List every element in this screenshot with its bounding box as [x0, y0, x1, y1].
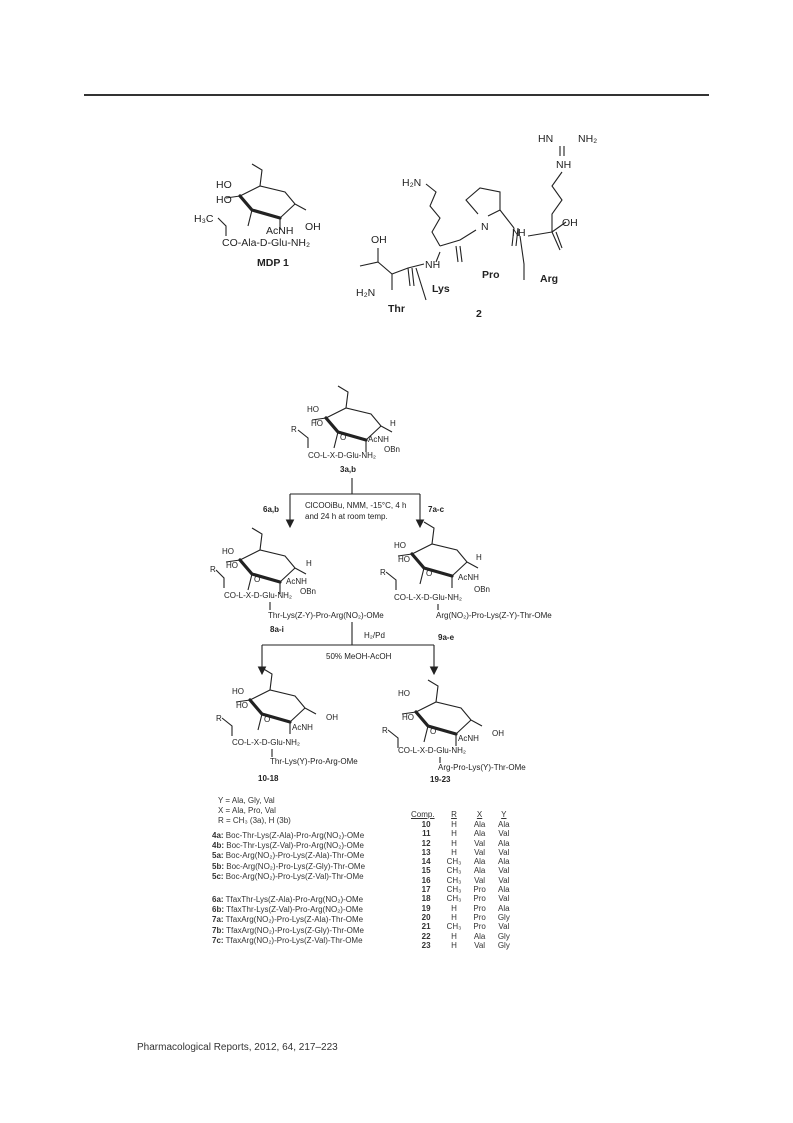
reagent-6ab: 6a,b — [263, 505, 280, 514]
cell-comp: 20 — [421, 912, 431, 922]
svg-text:OH: OH — [326, 713, 338, 722]
cell-x: Ala — [473, 820, 486, 829]
list-item: 4a: Boc-Thr-Lys(Z-Ala)-Pro-Arg(NO₂)-OMe — [212, 831, 365, 840]
label-19-23: 19-23 — [430, 775, 451, 784]
cell-r: H — [451, 847, 457, 857]
cell-x: Val — [474, 838, 486, 848]
table-row — [405, 829, 516, 838]
table-row — [405, 885, 516, 894]
cell-x: Pro — [473, 885, 486, 895]
cell-y: Ala — [498, 857, 510, 867]
cell-r: H — [451, 829, 457, 839]
svg-text:O: O — [426, 569, 433, 578]
svg-text:HO: HO — [402, 713, 414, 722]
table-row — [405, 857, 516, 866]
cell-x: Ala — [473, 931, 486, 941]
cell-y: Ala — [498, 820, 510, 829]
svg-text:OBn: OBn — [474, 585, 491, 594]
svg-text:H: H — [306, 559, 312, 568]
compound-list-deprotected — [212, 895, 364, 946]
compound-19-23 — [382, 680, 526, 784]
list-item: 6b: TfaxThr-Lys(Z-Val)-Pro-Arg(NO₂)-OMe — [212, 905, 363, 915]
reagent-7ac: 7a-c — [428, 505, 445, 514]
cell-y: Ala — [498, 838, 510, 848]
cell-x: Ala — [473, 866, 486, 876]
label-3ab: 3a,b — [340, 465, 357, 474]
cell-y: Val — [498, 866, 510, 876]
cell-comp: 16 — [421, 875, 431, 885]
table-row — [405, 848, 516, 857]
lys-h2n: H₂N — [402, 177, 422, 189]
list-item: 5b: Boc-Arg(NO₂)-Pro-Lys(Z-Gly)-Thr-OMe — [212, 861, 366, 871]
cell-comp: 11 — [422, 829, 431, 839]
svg-text:AcNH: AcNH — [286, 577, 307, 586]
compound-table — [405, 810, 516, 950]
tuftsin-structure — [356, 133, 597, 320]
svg-text:O: O — [264, 715, 271, 724]
svg-text:O: O — [430, 727, 437, 736]
table-row — [405, 913, 516, 922]
svg-text:R: R — [382, 726, 388, 735]
cell-r: H — [451, 912, 457, 922]
svg-text:H: H — [476, 553, 482, 562]
arg-nh2: NH₂ — [578, 133, 598, 145]
cell-r: H — [451, 940, 457, 950]
acid-oh: OH — [562, 217, 578, 229]
svg-text:HO: HO — [398, 555, 410, 564]
svg-text:O: O — [254, 575, 261, 584]
list-item: 6a: TfaxThr-Lys(Z-Ala)-Pro-Arg(NO₂)-OMe — [212, 895, 364, 904]
svg-text:HO: HO — [222, 547, 234, 556]
svg-text:Thr-Lys(Y)-Pro-Arg-OMe: Thr-Lys(Y)-Pro-Arg-OMe — [270, 757, 358, 766]
cell-comp: 14 — [421, 857, 431, 867]
reaction-split-1 — [263, 478, 445, 527]
svg-text:Arg-Pro-Lys(Y)-Thr-OMe: Arg-Pro-Lys(Y)-Thr-OMe — [438, 763, 526, 772]
label-pro: Pro — [482, 269, 500, 281]
svg-text:AcNH: AcNH — [368, 435, 389, 444]
svg-text:AcNH: AcNH — [458, 734, 479, 743]
svg-text:R: R — [380, 568, 386, 577]
compound-list-protected — [212, 831, 365, 882]
cell-comp: 10 — [421, 820, 431, 829]
cell-y: Ala — [498, 903, 510, 913]
table-row — [405, 932, 516, 941]
col-comp: Comp. — [411, 810, 435, 819]
svg-text:R: R — [216, 714, 222, 723]
cell-x: Ala — [473, 829, 486, 839]
cell-y: Val — [498, 875, 510, 885]
col-y: Y — [501, 810, 507, 819]
compound-10-18 — [216, 668, 358, 783]
table-row — [405, 820, 516, 829]
table-row — [405, 866, 516, 875]
list-item: 5c: Boc-Arg(NO₂)-Pro-Lys(Z-Val)-Thr-OMe — [212, 871, 364, 881]
label-thr: Thr — [388, 303, 405, 315]
cell-x: Val — [474, 875, 486, 885]
cell-r: CH₃ — [446, 857, 462, 867]
compound-8ai — [210, 528, 384, 634]
cell-r: CH₃ — [446, 875, 462, 885]
list-item: 5a: Boc-Arg(NO₂)-Pro-Lys(Z-Ala)-Thr-OMe — [212, 851, 365, 861]
cell-r: CH₃ — [446, 922, 462, 932]
cell-comp: 21 — [421, 922, 431, 932]
svg-text:OH: OH — [492, 729, 504, 738]
svg-text:CO-L-X-D-Glu-NH₂: CO-L-X-D-Glu-NH₂ — [308, 451, 376, 460]
cell-comp: 19 — [421, 903, 431, 913]
svg-text:CO-L-X-D-Glu-NH₂: CO-L-X-D-Glu-NH₂ — [232, 738, 300, 747]
table-row — [405, 839, 516, 848]
cell-r: CH₃ — [446, 894, 462, 904]
label-10-18: 10-18 — [258, 774, 279, 783]
cell-y: Val — [498, 829, 510, 839]
mdp-structure — [194, 164, 321, 269]
list-item: 4b: Boc-Thr-Lys(Z-Val)-Pro-Arg(NO₂)-OMe — [212, 841, 365, 851]
col-x: X — [476, 810, 483, 819]
svg-text:HO: HO — [232, 687, 244, 696]
svg-text:HO: HO — [311, 419, 323, 428]
thr-h2n: H₂N — [356, 287, 376, 299]
cell-comp: 17 — [421, 885, 431, 895]
cell-y: Gly — [497, 912, 510, 922]
cell-comp: 18 — [421, 894, 431, 904]
legend-r: R = CH₃ (3a), H (3b) — [218, 816, 291, 825]
cell-r: H — [451, 903, 457, 913]
svg-text:H₂/Pd: H₂/Pd — [364, 631, 385, 640]
svg-text:AcNH: AcNH — [458, 573, 479, 582]
tuftsin-label: 2 — [476, 308, 482, 320]
cell-x: Pro — [473, 894, 486, 904]
svg-text:AcNH: AcNH — [292, 723, 313, 732]
table-row — [405, 876, 516, 885]
svg-text:OBn: OBn — [384, 445, 401, 454]
svg-text:OBn: OBn — [300, 587, 317, 596]
cell-y: Val — [498, 922, 510, 932]
cell-x: Ala — [473, 857, 486, 867]
arg-hn2: N — [512, 227, 520, 239]
svg-text:Arg(NO₂)-Pro-Lys(Z-Y)-Thr-OMe: Arg(NO₂)-Pro-Lys(Z-Y)-Thr-OMe — [436, 611, 552, 620]
cell-y: Gly — [497, 940, 510, 950]
col-r: R — [451, 810, 457, 819]
label-arg: Arg — [540, 273, 559, 285]
mdp-chain: CO-Ala-D-Glu-NH₂ — [222, 237, 311, 249]
table-row — [405, 904, 516, 913]
cell-r: H — [451, 931, 457, 941]
cell-y: Ala — [498, 885, 510, 895]
svg-text:CO-L-X-D-Glu-NH₂: CO-L-X-D-Glu-NH₂ — [224, 591, 292, 600]
list-item: 7b: TfaxArg(NO₂)-Pro-Lys(Z-Gly)-Thr-OMe — [212, 925, 364, 935]
svg-text:HO: HO — [236, 701, 248, 710]
svg-text:ClCOOiBu, NMM, -15°C, 4 h: ClCOOiBu, NMM, -15°C, 4 h — [305, 501, 407, 510]
cell-x: Pro — [473, 912, 486, 922]
arg-hn-h: H — [518, 227, 526, 239]
cell-comp: 13 — [421, 847, 431, 857]
cell-comp: 23 — [421, 940, 431, 950]
svg-text:HO: HO — [394, 541, 406, 550]
mdp-h3c: H₃C — [194, 213, 214, 225]
footer-citation: Pharmacological Reports, 2012, 64, 217–223 — [137, 1042, 338, 1053]
list-item: 7a: TfaxArg(NO₂)-Pro-Lys(Z-Ala)-Thr-OMe — [212, 915, 364, 925]
cell-x: Pro — [473, 922, 486, 932]
legend-variables — [218, 796, 291, 826]
thr-oh: OH — [371, 234, 387, 246]
table-row — [405, 894, 516, 903]
cell-y: Val — [498, 894, 510, 904]
mdp-acnh: AcNH — [266, 225, 294, 237]
arg-nh: NH — [556, 159, 572, 171]
cell-y: Val — [498, 847, 510, 857]
legend-x: X = Ala, Pro, Val — [218, 806, 276, 815]
svg-text:and 24 h at room temp.: and 24 h at room temp. — [305, 512, 388, 521]
pro-n: N — [481, 221, 489, 233]
legend-y: Y = Ala, Gly, Val — [218, 796, 275, 805]
cell-r: CH₃ — [446, 866, 462, 876]
mdp-oh: OH — [305, 221, 321, 233]
label-9ae: 9a-e — [438, 633, 455, 642]
cell-x: Val — [474, 940, 486, 950]
list-item: 7c: TfaxArg(NO₂)-Pro-Lys(Z-Val)-Thr-OMe — [212, 935, 363, 945]
cell-r: H — [451, 838, 457, 848]
table-row — [405, 941, 516, 950]
svg-text:R: R — [210, 565, 216, 574]
svg-text:O: O — [340, 433, 347, 442]
svg-text:HO: HO — [398, 689, 410, 698]
label-lys: Lys — [432, 283, 450, 295]
cell-r: CH₃ — [446, 885, 462, 895]
compound-3ab — [291, 386, 400, 474]
cell-x: Val — [474, 847, 486, 857]
cell-comp: 15 — [421, 866, 431, 876]
svg-text:HO: HO — [226, 561, 238, 570]
cell-x: Pro — [473, 903, 486, 913]
label-8ai: 8a-i — [270, 625, 284, 634]
svg-text:CO-L-X-D-Glu-NH₂: CO-L-X-D-Glu-NH₂ — [398, 746, 466, 755]
cell-y: Gly — [497, 931, 510, 941]
reaction-split-2 — [262, 622, 434, 674]
cell-r: H — [451, 820, 457, 829]
cell-comp: 12 — [421, 838, 431, 848]
svg-text:HO: HO — [307, 405, 319, 414]
compound-9ae — [380, 522, 552, 642]
svg-text:Thr-Lys(Z-Y)-Pro-Arg(NO₂)-OMe: Thr-Lys(Z-Y)-Pro-Arg(NO₂)-OMe — [268, 611, 384, 620]
table-row — [405, 922, 516, 931]
svg-text:R: R — [291, 425, 297, 434]
mdp-label: MDP 1 — [257, 257, 289, 269]
svg-text:50% MeOH-AcOH: 50% MeOH-AcOH — [326, 652, 392, 661]
lys-nh: NH — [425, 259, 441, 271]
svg-text:H: H — [390, 419, 396, 428]
svg-text:CO-L-X-D-Glu-NH₂: CO-L-X-D-Glu-NH₂ — [394, 593, 462, 602]
mdp-ho1: HO — [216, 179, 232, 191]
arg-hn: HN — [538, 133, 554, 145]
mdp-ho2: HO — [216, 194, 232, 206]
cell-comp: 22 — [421, 931, 431, 941]
